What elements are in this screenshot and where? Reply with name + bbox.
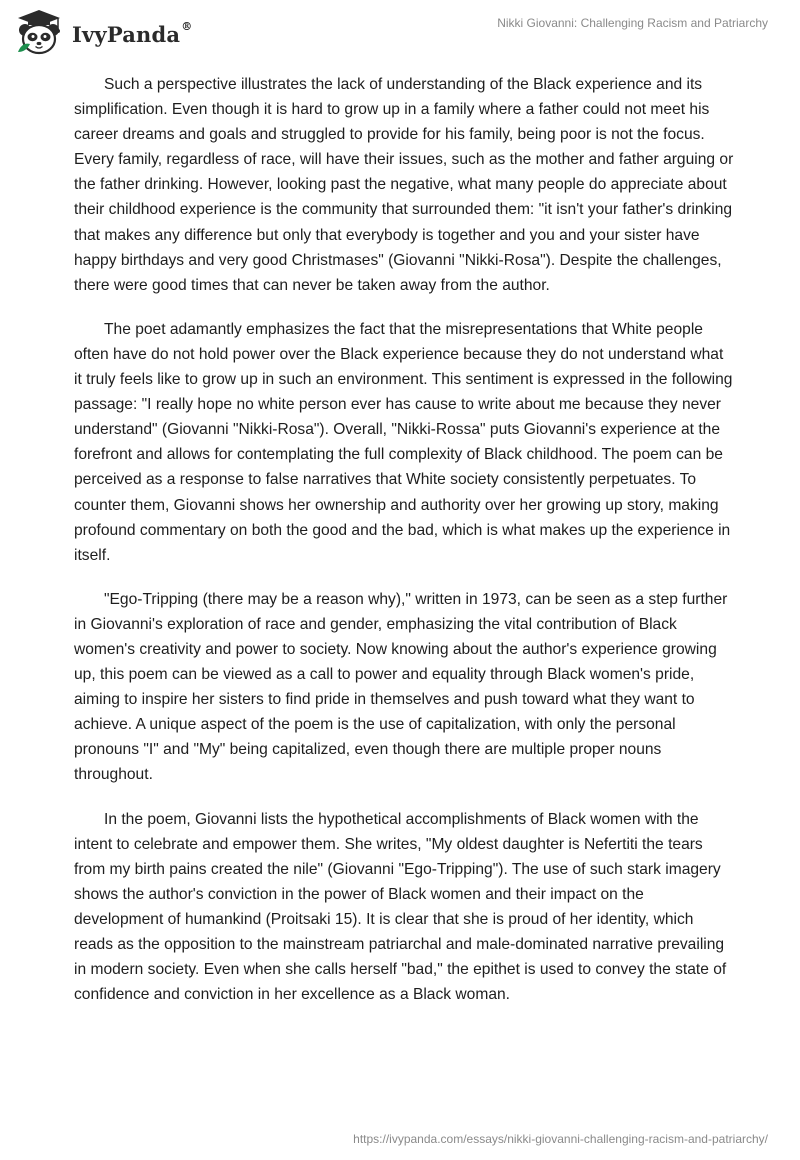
panda-graduate-icon xyxy=(14,8,64,58)
paragraph: The poet adamantly emphasizes the fact that the misrepresentations that White people often have do not hold power over the Black experience because they do not understand what it truly feels like to grow up in such an environment. This sentiment is expressed in the following passage: "I really hope no white person ever has cause to write about me because they never understand" (Giovanni "Nikki-Rosa"). Overall, "Nikki-Rossa" puts Giovanni's experience at the forefront and allows for contemplating the full complexity of Black childhood. The poem can be perceived as a response to false narratives that White society consistently perpetuates. To counter them, Giovanni shows her ownership and authority over her growing up story, making profound commentary on both the good and the bad, which is what makes up the experience in itself. xyxy=(74,320,733,564)
source-url[interactable]: https://ivypanda.com/essays/nikki-giovanni-challenging-racism-and-patriarchy/ xyxy=(353,1132,768,1146)
paragraph: In the poem, Giovanni lists the hypothetical accomplishments of Black women with the intent to celebrate and empower them. She writes, "My oldest daughter is Nefertiti the tears from my birth pains created the nile" (Giovanni "Ego-Tripping"). The use of such stark imagery shows the author's conviction in the power of Black women and their impact on the development of humankind (Proitsaki 15). It is clear that she is proud of her identity, which reads as the opposition to the mainstream patriarchal and male-dominated narrative prevailing in modern society. Even when she calls herself "bad," the epithet is used to convey the state of confidence and conviction in her excellence as a Black woman. xyxy=(74,810,727,1004)
page-header xyxy=(0,0,800,60)
paragraph: "Ego-Tripping (there may be a reason why)," written in 1973, can be seen as a step further in Giovanni's exploration of race and gender, emphasizing the vital contribution of Black women's creativity and power to society. Now knowing about the author's experience growing up, this poem can be viewed as a call to power and equality through Black women's pride, aiming to inspire her sisters to find pride in themselves and push toward what they want to achieve. A unique aspect of the poem is the use of capitalization, with only the personal pronouns "I" and "My" being capitalized, even though there are multiple proper nouns throughout. xyxy=(74,590,728,784)
ivypanda-logo[interactable] xyxy=(14,8,192,58)
paragraph: Such a perspective illustrates the lack of understanding of the Black experience and its simplification. Even though it is hard to grow up in a family where a father could not meet his career dreams and goals and struggled to provide for his family, being poor is not the focus. Every family, regardless of race, will have their issues, such as the mother and father arguing or the father drinking. However, looking past the negative, what many people do appreciate about their childhood experience is the community that surrounded them: "it isn't your father's drinking that makes any difference but only that everybody is together and you and your sister have happy birthdays and very good Christmases" (Giovanni "Nikki-Rosa"). Despite the challenges, there were good times that can never be taken away from the author. xyxy=(74,76,734,294)
registered-mark: ® xyxy=(181,19,193,33)
brand-name: IvyPanda® xyxy=(72,19,193,47)
document-title: Nikki Giovanni: Challenging Racism and Patriarchy xyxy=(497,16,768,30)
essay-body xyxy=(74,72,734,1026)
